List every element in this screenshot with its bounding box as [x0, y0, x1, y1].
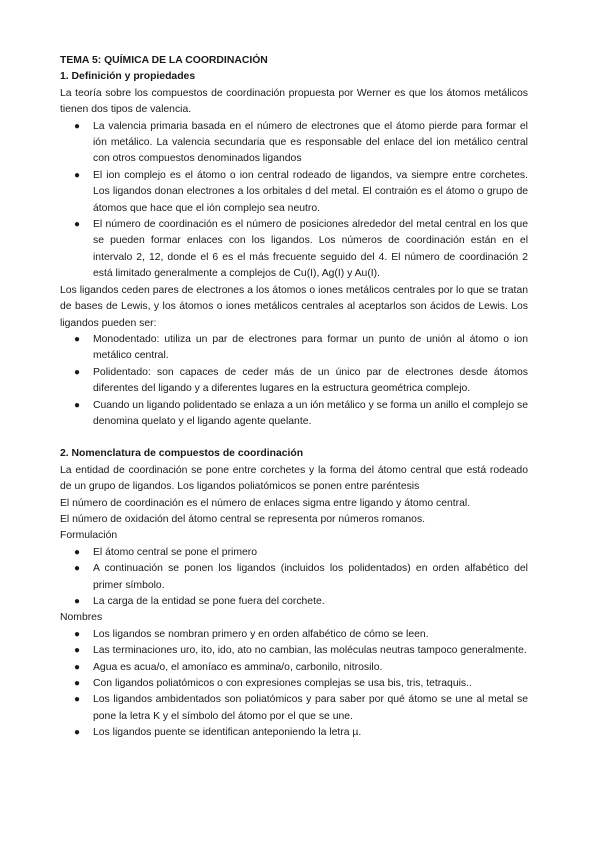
list-item: ● El número de coordinación es el número de posiciones alrededor del metal central en los que se pueden formar enlaces con los ligandos. Los números de coordinación están en el intervalo 2, 12, donde el 6 es el más frecuente seguido del 4. El número de coordinación 2 está limitado generalmente a complejos de Cu(I), Ag(I) y Au(I).: [74, 219, 528, 280]
section-2-heading: 2. Nomenclatura de compuestos de coordinación: [60, 448, 304, 460]
section-2-paragraph-2: El número de coordinación es el número de enlaces sigma entre ligando y átomo central.: [60, 497, 471, 509]
bullet-icon: ●: [74, 727, 81, 739]
nombres-list: [60, 627, 528, 742]
section-2-paragraph-1: La entidad de coordinación se pone entre corchetes y la forma del átomo central que está rodeado de un grupo de ligandos. Los ligandos poliatómicos se ponen entre paréntesis: [60, 464, 528, 493]
list-item: ● El ion complejo es el átomo o ion central rodeado de ligandos, va siempre entre corchetes. Los ligandos donan electrones a los orbitales d del metal. El contraión es el átomo o grupo de átomos que hace que el ión complejo sea neutro.: [74, 169, 528, 214]
list-item: ● Polidentado: son capaces de ceder más de un único par de electrones desde átomos diferentes del ligando y a diferentes lugares en la estructura geométrica complejo.: [74, 366, 528, 395]
ligands-paragraph: Los ligandos ceden pares de electrones a los átomos o iones metálicos centrales por lo que se tratan de bases de Lewis, y los átomos o iones metálicos centrales al aceptarlos son ácidos de Lewis. Los ligandos pueden ser:: [60, 284, 528, 329]
document-title: TEMA 5: QUÍMICA DE LA COORDINACIÓN: [60, 55, 268, 66]
bullet-icon: ●: [74, 678, 81, 690]
list-item: ● La valencia primaria basada en el número de electrones que el átomo pierde para formar el ión metálico. La valencia secundaria que es responsable del enlace del ion metálico central con otros compuestos denominados ligandos: [74, 120, 528, 165]
bullet-icon: ●: [74, 546, 81, 558]
list-item: ● Los ligandos puente se identifican anteponiendo la letra µ.: [60, 725, 528, 741]
bullet-icon: ●: [74, 169, 81, 181]
bullet-icon: ●: [74, 645, 81, 657]
list-item: ● Con ligandos poliatómicos o con expresiones complejas se usa bis, tris, tetraquis..: [60, 676, 528, 692]
bullet-icon: ●: [74, 563, 81, 575]
section-2-paragraph-3: El número de oxidación del átomo central se representa por números romanos.: [60, 513, 426, 525]
bullet-icon: ●: [74, 219, 81, 231]
list-item: ● Monodentado: utiliza un par de electrones para formar un punto de unión al átomo o ion metálico central.: [74, 333, 528, 362]
bullet-icon: ●: [74, 366, 81, 378]
bullet-icon: ●: [74, 628, 81, 640]
list-item: ● La carga de la entidad se pone fuera del corchete.: [60, 594, 528, 610]
section-1-heading: 1. Definición y propiedades: [60, 71, 196, 83]
section-1-bullet-list: [60, 119, 528, 283]
bullet-icon: ●: [74, 596, 81, 607]
formulacion-label: Formulación: [60, 530, 118, 542]
list-item: ● Las terminaciones uro, ito, ido, ato no cambian, las moléculas neutras tampoco generalmente.: [60, 643, 528, 659]
list-item: ● El átomo central se pone el primero: [60, 545, 528, 561]
bullet-icon: ●: [74, 661, 81, 673]
list-item: ● Los ligandos ambidentados son poliatómicos y para saber por qué átomo se une al metal se pone la letra K y el símbolo del átomo por el que se une.: [74, 694, 528, 722]
bullet-icon: ●: [74, 333, 81, 345]
section-spacer: [60, 430, 528, 446]
bullet-icon: ●: [74, 399, 81, 411]
formulacion-list: [60, 545, 528, 611]
list-item: ● Los ligandos se nombran primero y en orden alfabético de cómo se leen.: [60, 627, 528, 643]
ligand-types-list: [60, 332, 528, 430]
list-item: ● Cuando un ligando polidentado se enlaza a un ión metálico y se forma un anillo el complejo se denomina quelato y el ligando agente quelante.: [74, 399, 528, 427]
bullet-icon: ●: [74, 694, 81, 706]
section-1-intro: La teoría sobre los compuestos de coordinación propuesta por Werner es que los átomos metálicos tienen dos tipos de valencia.: [60, 87, 528, 116]
list-item: ● A continuación se ponen los ligandos (incluidos los polidentados) en orden alfabético del primer símbolo.: [74, 563, 528, 591]
list-item: ● Agua es acua/o, el amoníaco es ammina/o, carbonilo, nitrosilo.: [60, 660, 528, 676]
bullet-icon: ●: [74, 120, 81, 132]
nombres-label: Nombres: [60, 612, 103, 624]
